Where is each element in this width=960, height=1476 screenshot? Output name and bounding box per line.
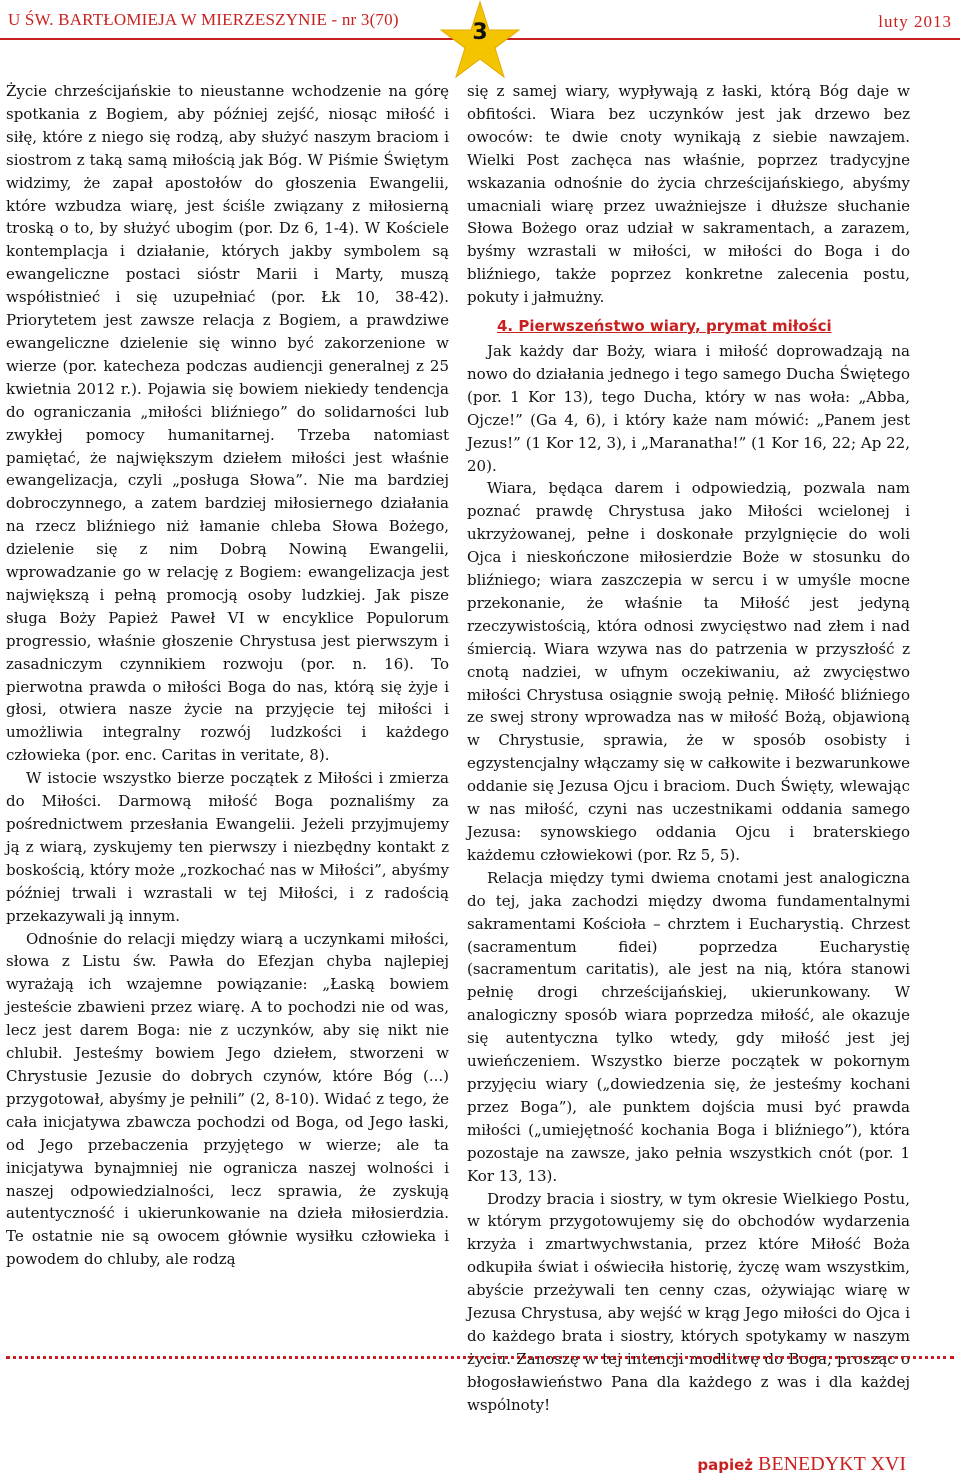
paragraph: się z samej wiary, wypływają z łaski, którą Bóg daje w obfitości. Wiara bez uczynków jest jak drzewo bez owoców: te dwie cnoty wynikają z siebie nawzajem. Wielki Post zachęca nas właśnie, poprzez tradycyjne wskazania odnośnie do życia chrześcijańskiego, abyśmy umacniali wiarę przez uważniejsze i dłuższe słuchanie Słowa Bożego oraz udział w sakramentach, a zarazem, byśmy wzrastali w miłości, w miłości do Boga i do bliźniego, także poprzez konkretne zalecenia postu, pokuty i jałmużny. bbox=[467, 82, 910, 307]
signature-name: BENEDYKT XVI bbox=[758, 1452, 906, 1475]
signature bbox=[467, 1453, 910, 1476]
paragraph: Odnośnie do relacji między wiarą a uczynkami miłości, słowa z Listu św. Pawła do Efezjan chyba najlepiej wyrażają ich wzajemne powiązanie: „Łaską bowiem jesteście zbawieni przez wiarę. A to pochodzi nie od was, lecz jest darem Boga: nie z uczynków, aby się nikt nie chlubił. Jesteśmy bowiem Jego dziełem, stworzeni w Chrystusie Jezusie do dobrych czynów, które Bóg (...) przygotował, abyśmy je pełnili” (2, 8-10). Widać z tego, że cała inicjatywa zbawcza pochodzi od Boga, od Jego łaski, od Jego przebaczenia przyjętego w wierze; ale ta inicjatywa bynajmniej nie ogranicza naszej wolności i naszej odpowiedzialności, lecz sprawia, że zyskują autentyczność i ukierunkowanie na dzieła miłosierdzia. Te ostatnie nie są owocem głównie wysiłku człowieka i powodem do chluby, ale rodzą bbox=[6, 929, 449, 1269]
paragraph: Życie chrześcijańskie to nieustanne wchodzenie na górę spotkania z Bogiem, aby później zejść, niosąc miłość i siłę, które z niego się rodzą, aby służyć naszym braciom i siostrom z taką samą miłością jak Bóg. W Piśmie Świętym widzimy, że zapał apostołów do głoszenia Ewangelii, które wzbudza wiarę, jest ściśle związany z miłosierną troską o to, by służyć ubogim (por. Dz 6, 1-4). W Kościele kontemplacja i działanie, których jakby symbolem są ewangeliczne postaci sióstr Marii i Marty, muszą współistnieć i się uzupełniać (por. Łk 10, 38-42). Priorytetem jest zawsze relacja z Bogiem, a prawdziwe ewangeliczne dzielenie się winno być zakorzenione w wierze (por. katecheza podczas audiencji generalnej z 25 kwietnia 2012 r.). Pojawia się bowiem niekiedy tendencja do ograniczania „miłości bliźniego” do solidarności lub zwykłej pomocy humanitarnej. Trzeba natomiast pamiętać, że największym dziełem miłości jest właśnie ewangelizacja, czyli „posługa Słowa”. Nie ma bardziej dobroczynnego, a zatem bardziej miłosiernego działania na rzecz bliźniego niż łamanie chleba Słowa Bożego, dzielenie się z nim Dobrą Nowiną Ewangelii, wprowadzanie go w relację z Bogiem: ewangelizacja jest największą i pełną promocją osoby ludzkiej. Jak pisze sługa Boży Papież Paweł VI w encyklice Populorum progressio, właśnie głoszenie Chrystusa jest pierwszym i zasadniczym czynnikiem rozwoju (por. n. 16). To pierwotna prawda o miłości Boga do nas, którą się żyje i głosi, otwiera nasze życie na przyjęcie tej miłości i umożliwia integralny rozwój ludzkości i każdego człowieka (por. enc. Caritas in veritate, 8). bbox=[6, 82, 449, 765]
issue-date: luty 2013 bbox=[878, 12, 952, 31]
page-number: 3 bbox=[472, 20, 488, 45]
paragraph: Drodzy bracia i siostry, w tym okresie Wielkiego Postu, w którym przygotowujemy się do obchodów wydarzenia krzyża i zmartwychwstania, przez które Miłość Boża odkupiła świat i oświeciła historię, życzę wam wszystkim, abyście przeżywali ten cenny czas, ożywiając wiarę w Jezusa Chrystusa, aby wejść w krąg Jego miłości do Ojca i do każdego brata i siostry, których spotykamy w naszym życiu. Zanoszę w tej intencji modlitwę do Boga, prosząc o błogosławieństwo Pana dla każdego z was i dla każdej wspólnoty! bbox=[467, 1189, 910, 1414]
page-header bbox=[0, 0, 960, 60]
left-column bbox=[6, 80, 449, 1271]
newsletter-title: U ŚW. BARTŁOMIEJA W MIERZESZYNIE - nr 3(70) bbox=[8, 10, 399, 29]
section-heading: 4. Pierwszeństwo wiary, prymat miłości bbox=[497, 317, 832, 336]
right-column bbox=[467, 80, 910, 1476]
footer-rule bbox=[6, 1356, 954, 1359]
paragraph: Wiara, będąca darem i odpowiedzią, pozwala nam poznać prawdę Chrystusa jako Miłości wcielonej i ukrzyżowanej, pełne i doskonałe przylgnięcie do woli Ojca i nieskończone miłosierdzie Boże w stosunku do bliźniego; wiara zaszczepia w sercu i w umyśle mocne przekonanie, że właśnie ta Miłość jest jedyną rzeczywistością, która odnosi zwycięstwo nad złem i nad śmiercią. Wiara wzywa nas do patrzenia w przyszłość z cnotą nadziei, w ufnym oczekiwaniu, aż zwycięstwo miłości Chrystusa osiągnie swoją pełnię. Miłość bliźniego ze swej strony wprowadza nas w miłość Bożą, objawioną w Chrystusie, sprawia, że w sposób osobisty i egzystencjalny włączamy się w całkowite i bezwarunkowe oddanie się Jezusa Ojcu i braciom. Duch Święty, wlewając w nas miłość, czyni nas uczestnikami oddania samego Jezusa: synowskiego oddania Ojcu i braterskiego każdemu człowiekowi (por. Rz 5, 5). bbox=[467, 479, 910, 864]
signature-prefix: papież bbox=[697, 1455, 754, 1474]
paragraph: W istocie wszystko bierze początek z Miłości i zmierza do Miłości. Darmową miłość Boga poznaliśmy za pośrednictwem przesłania Ewangelii. Jeżeli przyjmujemy ją z wiarą, zyskujemy ten pierwszy i niezbędny kontakt z boskością, który może „rozkochać nas w Miłości”, abyśmy później trwali i wzrastali w tej Miłości, i z radością przekazywali ją innym. bbox=[6, 769, 449, 925]
paragraph: Jak każdy dar Boży, wiara i miłość doprowadzają na nowo do działania jednego i tego samego Ducha Świętego (por. 1 Kor 13), tego Ducha, który w nas woła: „Abba, Ojcze!” (Ga 4, 6), i który każe nam mówić: „Panem jest Jezus!” (1 Kor 12, 3), i „Maranatha!” (1 Kor 16, 22; Ap 22, 20). bbox=[467, 341, 910, 475]
paragraph: Relacja między tymi dwiema cnotami jest analogiczna do tej, jaka zachodzi między dwoma fundamentalnymi sakramentami Kościoła – chrztem i Eucharystią. Chrzest (sacramentum fidei) poprzedza Eucharystię (sacramentum caritatis), ale jest na nią, która stanowi pełnię drogi chrześcijańskiej, ukierunkowany. W analogiczny sposób wiara poprzedza miłość, ale okazuje się autentyczna tylko wtedy, gdy miłość jest jej uwieńczeniem. Wszystko bierze początek w pokornym przyjęciu wiary („dowiedzenia się, że jesteśmy kochani przez Boga”), ale punktem dojścia musi być prawda miłości („umiejętność kochania Boga i bliźniego”), która pozostaje na zawsze, jako pełnia wszystkich cnót (por. 1 Kor 13, 13). bbox=[467, 868, 910, 1185]
